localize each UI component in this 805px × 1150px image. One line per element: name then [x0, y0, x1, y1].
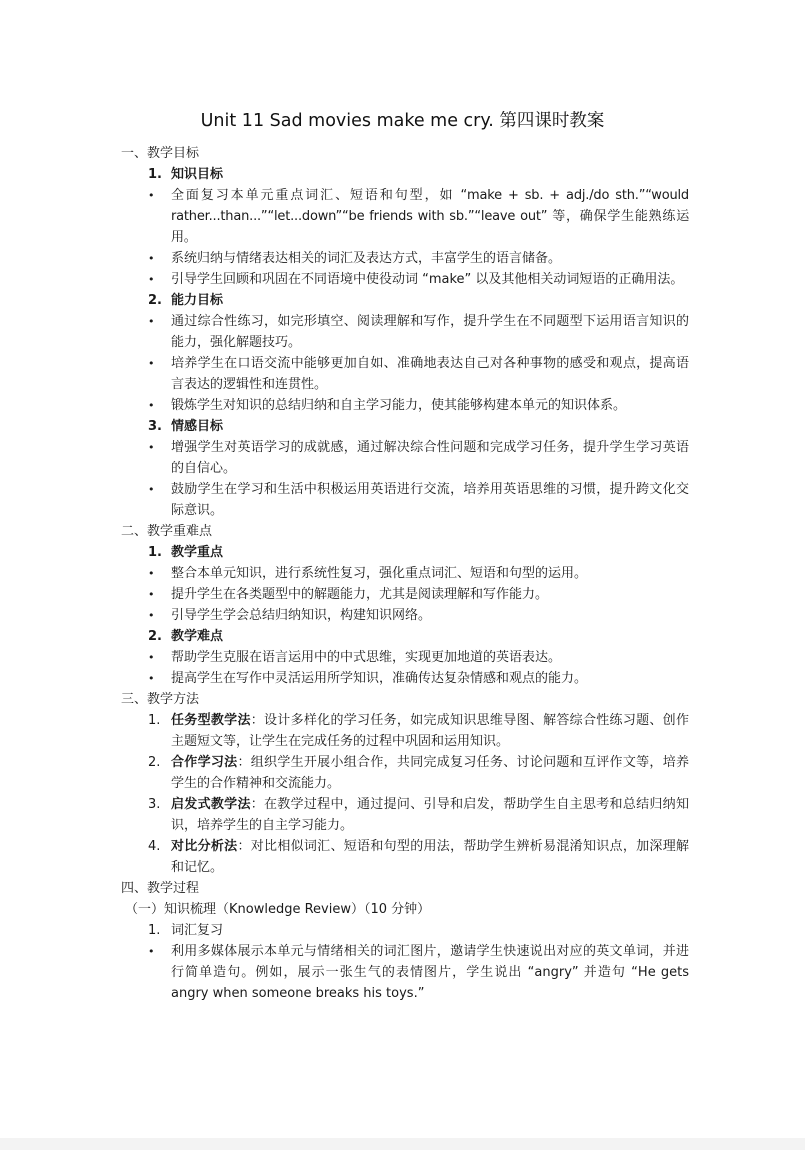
list-number: 1.: [148, 545, 162, 560]
method-item: [121, 710, 689, 752]
list-number: 2.: [148, 629, 162, 644]
list-item: [121, 584, 689, 605]
method-description: ：组织学生开展小组合作，共同完成复习任务、讨论问题和互评作文等，培养学生的合作精神和交流能力。: [171, 755, 689, 791]
list-number: 1.: [148, 167, 162, 182]
method-item: [121, 836, 689, 878]
subsection-label: 情感目标: [171, 419, 224, 434]
subsection-label: 教学难点: [171, 629, 224, 644]
list-item: [121, 605, 689, 626]
list-item-text: 全面复习本单元重点词汇、短语和句型，如 “make + sb. + adj./do sth.”“would rather...than...”“let...down”“be friends with sb.”“leave out” 等，确保学生能熟练运用。: [171, 188, 689, 245]
list-number: 4.: [148, 839, 161, 854]
list-item: [121, 437, 689, 479]
method-item: [121, 752, 689, 794]
list-item-text: 鼓励学生在学习和生活中积极运用英语进行交流，培养用英语思维的习惯，提升跨文化交际意识。: [171, 482, 689, 518]
method-item: [121, 794, 689, 836]
bullet-icon: •: [148, 315, 155, 328]
subsection-heading: （一）知识梳理（Knowledge Review）（10 分钟）: [125, 902, 431, 917]
method-text: [171, 794, 689, 836]
method-description: ：设计多样化的学习任务，如完成知识思维导图、解答综合性练习题、创作主题短文等，让学生在完成任务的过程中巩固和运用知识。: [171, 713, 689, 749]
bullet-icon: •: [148, 588, 155, 601]
list-item: [121, 311, 689, 353]
list-number: 3.: [148, 419, 162, 434]
method-description: ：在教学过程中，通过提问、引导和启发，帮助学生自主思考和总结归纳知识，培养学生的自主学习能力。: [171, 797, 689, 833]
list-item: [121, 941, 689, 1004]
list-item-text: 锻炼学生对知识的总结归纳和自主学习能力，使其能够构建本单元的知识体系。: [171, 398, 627, 413]
bullet-icon: •: [148, 189, 155, 202]
method-label: 合作学习法: [171, 755, 238, 770]
list-item-text: 通过综合性练习，如完形填空、阅读理解和写作，提升学生在不同题型下运用语言知识的能力，强化解题技巧。: [171, 314, 689, 350]
list-item-text: 提升学生在各类题型中的解题能力，尤其是阅读理解和写作能力。: [171, 587, 549, 602]
bullet-icon: •: [148, 252, 155, 265]
list-item: [121, 647, 689, 668]
list-item: [121, 353, 689, 395]
list-item: [121, 269, 689, 290]
method-label: 任务型教学法: [171, 713, 251, 728]
list-item: [121, 395, 689, 416]
subsection-heading: [121, 626, 689, 647]
method-text: [171, 752, 689, 794]
method-text: [171, 710, 689, 752]
list-item: [121, 185, 689, 248]
bullet-icon: •: [148, 609, 155, 622]
bullet-icon: •: [148, 672, 155, 685]
list-item: [121, 563, 689, 584]
numbered-item-label: 词汇复习: [171, 923, 224, 938]
bullet-icon: •: [148, 483, 155, 496]
bullet-icon: •: [148, 567, 155, 580]
list-item-text: 引导学生回顾和巩固在不同语境中使役动词 “make” 以及其他相关动词短语的正确用法。: [171, 272, 684, 287]
section-heading: 四、教学过程: [121, 881, 200, 896]
document-body: [121, 143, 689, 1004]
list-item-text: 整合本单元知识，进行系统性复习，强化重点词汇、短语和句型的运用。: [171, 566, 588, 581]
bullet-icon: •: [148, 399, 155, 412]
list-item-text: 培养学生在口语交流中能够更加自如、准确地表达自己对各种事物的感受和观点，提高语言表达的逻辑性和连贯性。: [171, 356, 689, 392]
bullet-icon: •: [148, 441, 155, 454]
section-heading: 三、教学方法: [121, 692, 200, 707]
subsection-heading: [121, 164, 689, 185]
page-title: Unit 11 Sad movies make me cry. 第四课时教案: [200, 111, 605, 131]
list-item-text: 增强学生对英语学习的成就感，通过解决综合性问题和完成学习任务，提升学生学习英语的自信心。: [171, 440, 689, 476]
method-description: ：对比相似词汇、短语和句型的用法，帮助学生辨析易混淆知识点，加深理解和记忆。: [171, 839, 689, 875]
list-number: 1.: [148, 923, 161, 938]
section-heading: 二、教学重难点: [121, 524, 213, 539]
list-item-text: 帮助学生克服在语言运用中的中式思维，实现更加地道的英语表达。: [171, 650, 562, 665]
bullet-icon: •: [148, 945, 155, 958]
subsection-label: 知识目标: [171, 167, 224, 182]
list-number: 3.: [148, 797, 161, 812]
list-number: 1.: [148, 713, 161, 728]
subsection-heading: [121, 416, 689, 437]
method-label: 对比分析法: [171, 839, 238, 854]
bullet-icon: •: [148, 273, 155, 286]
subsection-heading: [121, 542, 689, 563]
list-item: [121, 248, 689, 269]
list-item: [121, 479, 689, 521]
bullet-icon: •: [148, 357, 155, 370]
method-text: [171, 836, 689, 878]
subsection-label: 能力目标: [171, 293, 224, 308]
bullet-icon: •: [148, 651, 155, 664]
list-item-text: 系统归纳与情绪表达相关的词汇及表达方式，丰富学生的语言储备。: [171, 251, 562, 266]
list-number: 2.: [148, 293, 162, 308]
subsection-label: 教学重点: [171, 545, 224, 560]
list-item-text: 引导学生学会总结归纳知识，构建知识网络。: [171, 608, 432, 623]
list-item-text: 提高学生在写作中灵活运用所学知识，准确传达复杂情感和观点的能力。: [171, 671, 588, 686]
section-heading: 一、教学目标: [121, 146, 200, 161]
list-item: [121, 668, 689, 689]
numbered-item: [121, 920, 689, 941]
method-label: 启发式教学法: [171, 797, 251, 812]
list-number: 2.: [148, 755, 161, 770]
subsection-heading: [121, 290, 689, 311]
list-item-text: 利用多媒体展示本单元与情绪相关的词汇图片，邀请学生快速说出对应的英文单词，并进行简单造句。例如，展示一张生气的表情图片，学生说出 “angry” 并造句 “He gets angry when someone breaks his toys.”: [171, 944, 689, 1001]
